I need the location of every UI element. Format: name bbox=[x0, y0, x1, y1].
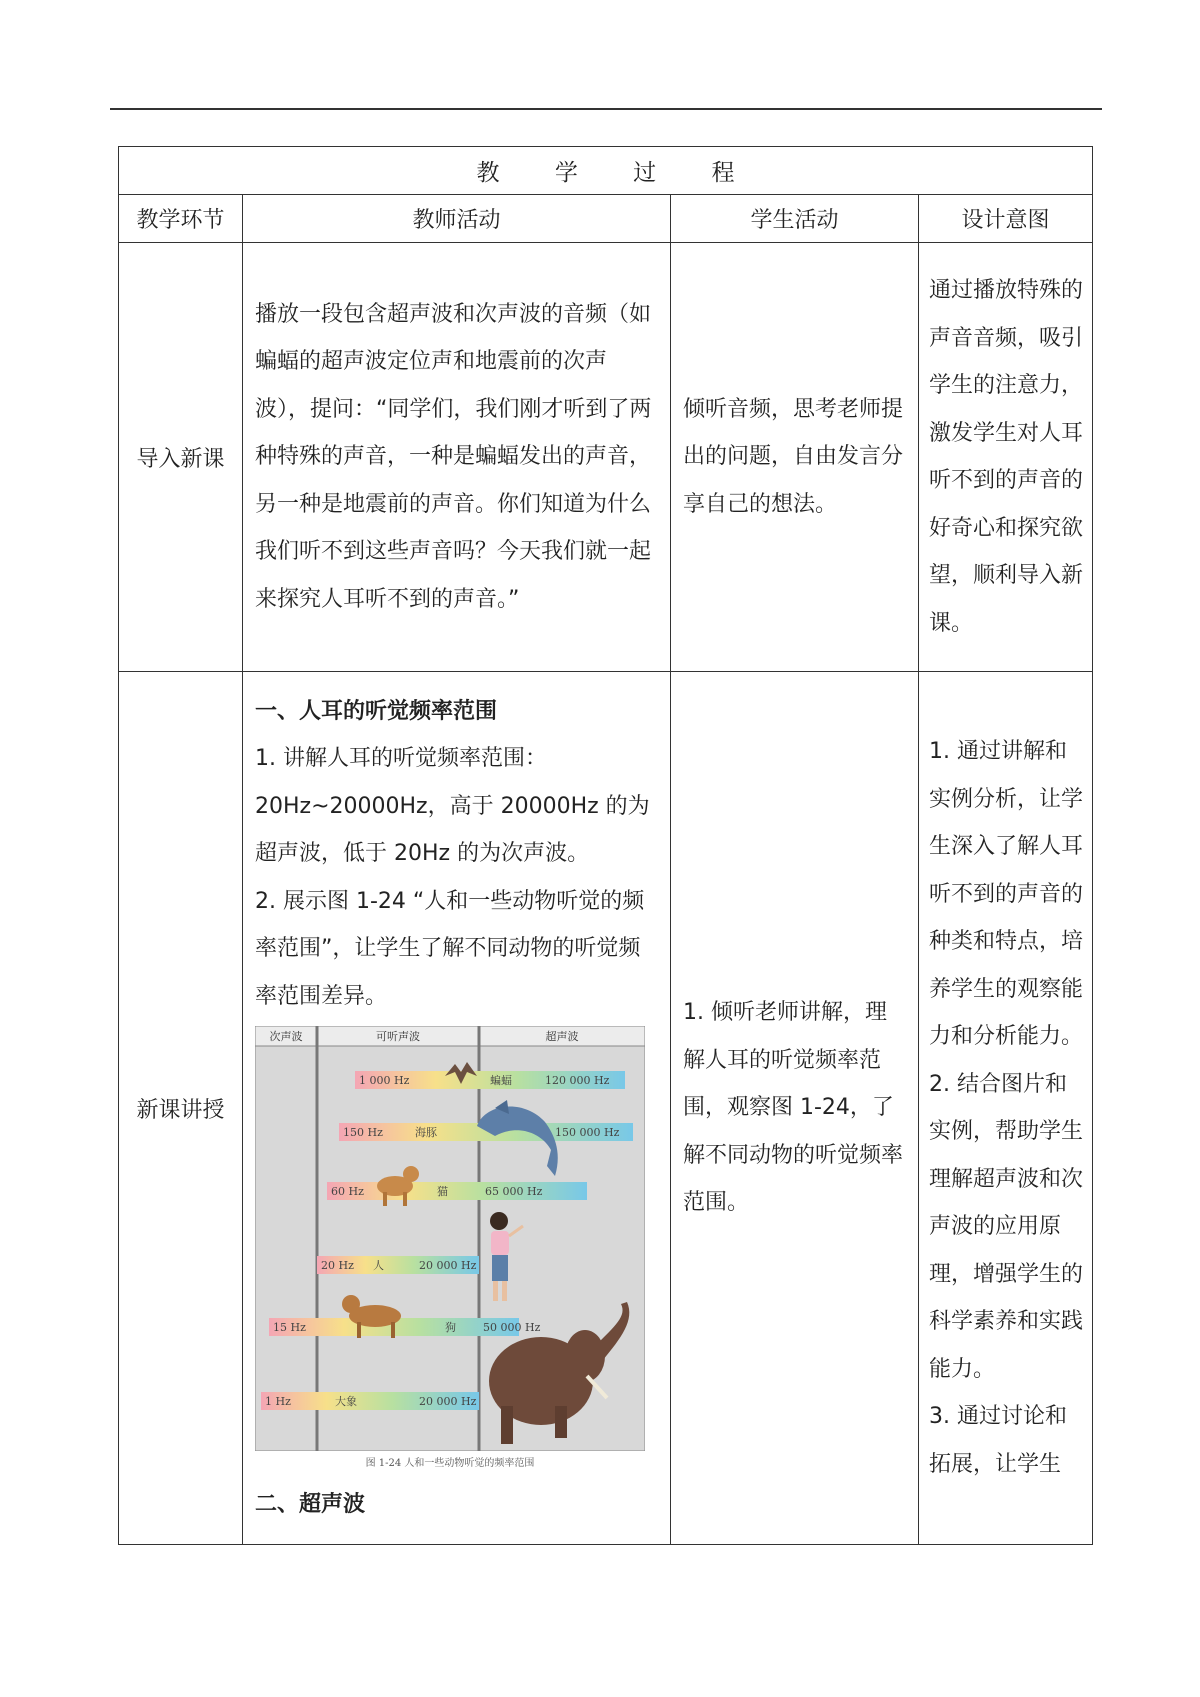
column-header-stage: 教学环节 bbox=[119, 195, 243, 243]
band-high-label: 20 000 Hz bbox=[419, 1259, 477, 1272]
band-name-label: 大象 bbox=[335, 1395, 357, 1408]
teaching-process-table bbox=[118, 146, 1093, 1545]
table-row bbox=[119, 672, 1093, 1545]
band-high-label: 65 000 Hz bbox=[485, 1185, 543, 1198]
band-name-label: 狗 bbox=[445, 1321, 456, 1334]
paragraph: 1. 通过讲解和实例分析，让学生深入了解人耳听不到的声音的种类和特点，培养学生的观察能力和分析能力。 bbox=[929, 739, 1084, 1049]
band-low-label: 60 Hz bbox=[331, 1185, 364, 1198]
student-activity-cell: 倾听音频，思考老师提出的问题，自由发言分享自己的想法。 bbox=[671, 243, 919, 672]
column-header-design: 设计意图 bbox=[919, 195, 1093, 243]
band-low-label: 150 Hz bbox=[343, 1126, 383, 1139]
teacher-activity-cell bbox=[243, 672, 671, 1545]
zone-label-infrasound: 次声波 bbox=[269, 1030, 303, 1043]
band-name-label: 人 bbox=[373, 1259, 384, 1272]
band-high-label: 50 000 Hz bbox=[483, 1321, 541, 1334]
paragraph: 2. 结合图片和实例，帮助学生理解超声波和次声波的应用原理，增强学生的科学素养和实践能力。 bbox=[929, 1071, 1084, 1382]
band-name-label: 海豚 bbox=[415, 1126, 437, 1139]
band-name-label: 猫 bbox=[437, 1185, 448, 1198]
stage-cell: 导入新课 bbox=[119, 243, 243, 672]
frequency-band bbox=[327, 1182, 587, 1200]
band-name-label: 蝙蝠 bbox=[490, 1074, 512, 1087]
band-low-label: 15 Hz bbox=[273, 1321, 306, 1334]
stage-cell: 新课讲授 bbox=[119, 672, 243, 1545]
table-title: 教 学 过 程 bbox=[119, 147, 1093, 195]
student-activity-cell: 1. 倾听老师讲解，理解人耳的听觉频率范围，观察图 1-24，了解不同动物的听觉频率范围。 bbox=[671, 672, 919, 1545]
teacher-activity-cell: 播放一段包含超声波和次声波的音频（如蝙蝠的超声波定位声和地震前的次声波），提问：“同学们，我们刚才听到了两种特殊的声音，一种是蝙蝠发出的声音，另一种是地震前的声音。你们知道为什么我们听不到这些声音吗？今天我们就一起来探究人耳听不到的声音。” bbox=[243, 243, 671, 672]
column-header-student: 学生活动 bbox=[671, 195, 919, 243]
hearing-range-figure bbox=[255, 1026, 645, 1471]
header-rule bbox=[110, 108, 1102, 110]
band-low-label: 20 Hz bbox=[321, 1259, 354, 1272]
table-row bbox=[119, 243, 1093, 672]
hearing-range-diagram bbox=[255, 1026, 645, 1451]
paragraph: 3. 通过讨论和拓展，让学生 bbox=[929, 1404, 1067, 1477]
zone-label-ultrasound: 超声波 bbox=[545, 1030, 579, 1043]
paragraph: 2. 展示图 1-24 “人和一些动物听觉的频率范围”，让学生了解不同动物的听觉频率范围差异。 bbox=[255, 888, 645, 1009]
section-heading: 二、超声波 bbox=[255, 1492, 366, 1517]
design-intent-cell bbox=[919, 672, 1093, 1545]
band-low-label: 1 000 Hz bbox=[359, 1074, 410, 1087]
band-high-label: 150 000 Hz bbox=[555, 1126, 620, 1139]
column-header-teacher: 教师活动 bbox=[243, 195, 671, 243]
band-high-label: 20 000 Hz bbox=[419, 1395, 477, 1408]
paragraph: 1. 讲解人耳的听觉频率范围：20Hz~20000Hz，高于 20000Hz 的为超声波，低于 20Hz 的为次声波。 bbox=[255, 746, 650, 866]
band-high-label: 120 000 Hz bbox=[545, 1074, 610, 1087]
zone-label-audible: 可听声波 bbox=[376, 1030, 420, 1043]
zone-header-bar bbox=[255, 1026, 645, 1046]
band-low-label: 1 Hz bbox=[265, 1395, 291, 1408]
design-intent-cell: 通过播放特殊的声音音频，吸引学生的注意力，激发学生对人耳听不到的声音的好奇心和探究欲望，顺利导入新课。 bbox=[919, 243, 1093, 672]
figure-caption: 图 1-24 人和一些动物听觉的频率范围 bbox=[365, 1458, 535, 1469]
section-heading: 一、人耳的听觉频率范围 bbox=[255, 698, 498, 724]
